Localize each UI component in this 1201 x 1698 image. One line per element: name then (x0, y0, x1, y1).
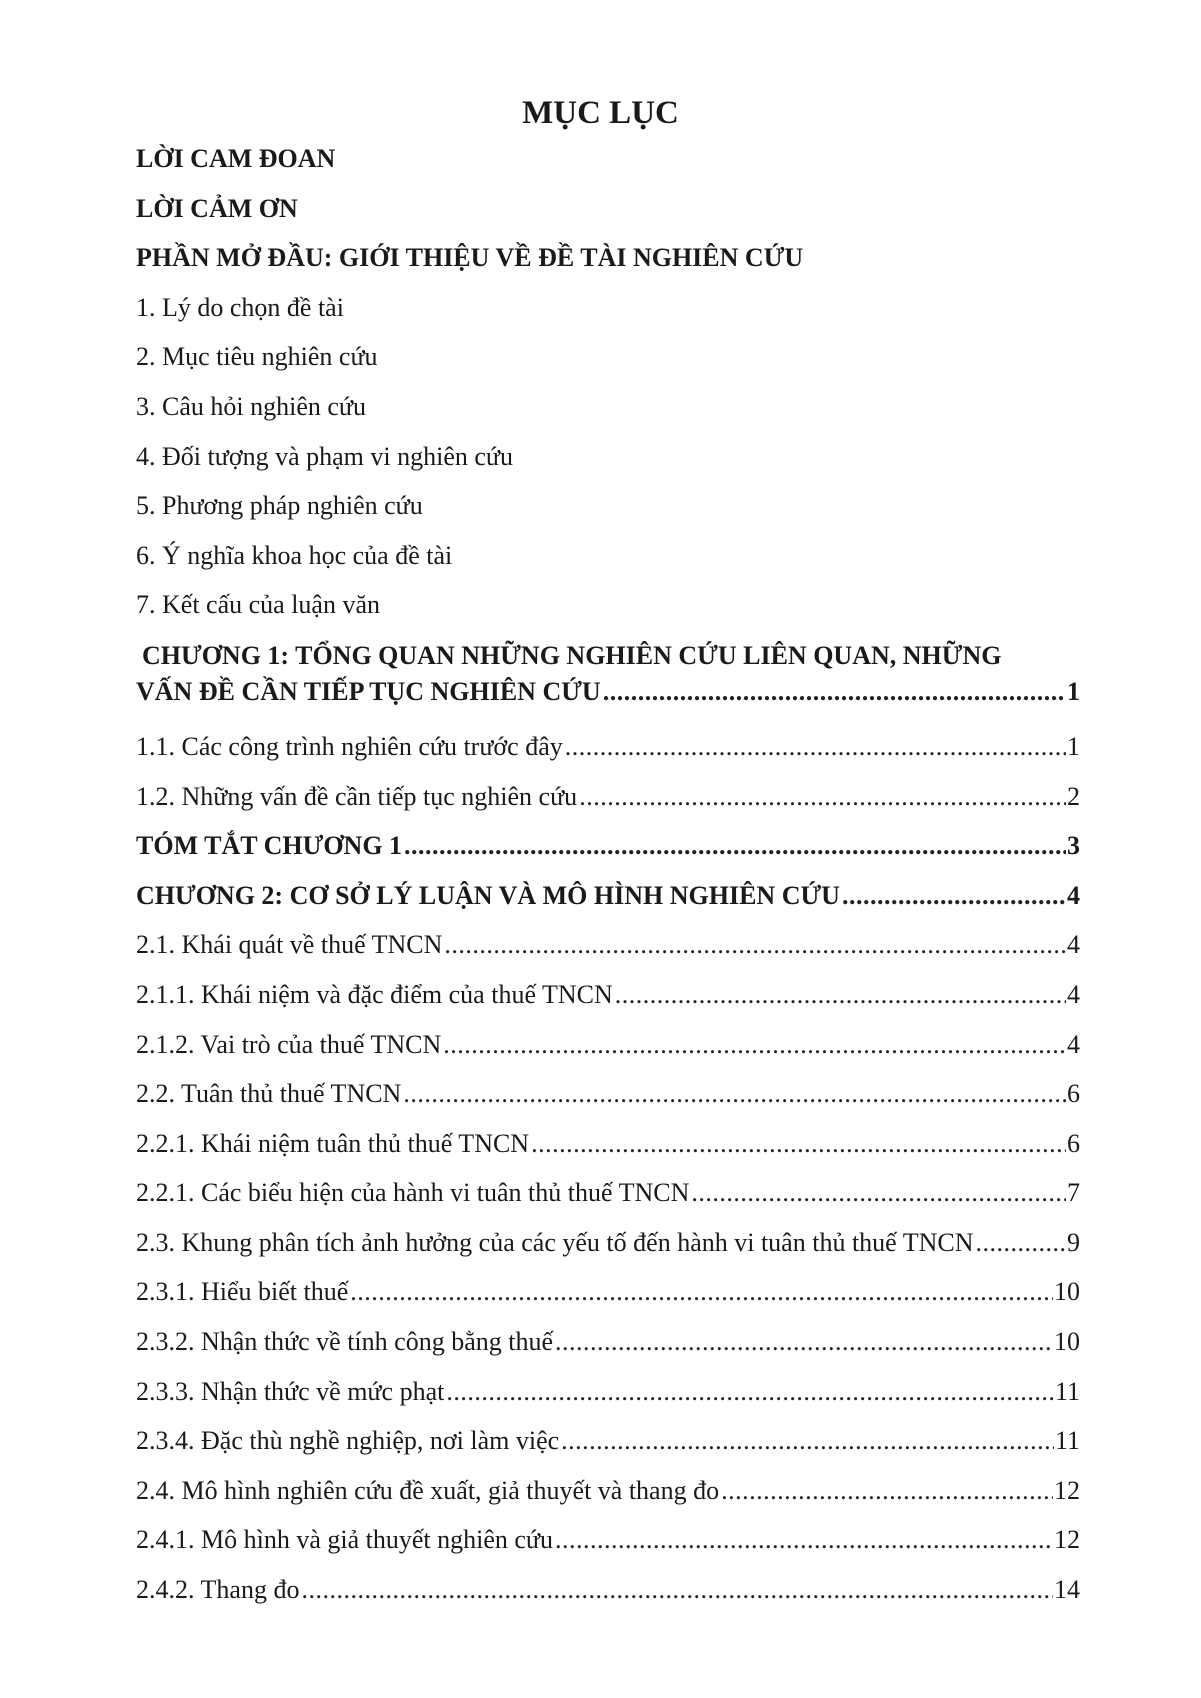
toc-entry-text: TÓM TẮT CHƯƠNG 1 (136, 831, 403, 861)
dot-leader (565, 722, 1066, 772)
toc-entry-text: 2.3.2. Nhận thức về tính công bằng thuế (136, 1327, 554, 1357)
dot-leader (721, 1466, 1053, 1516)
dot-leader (691, 1168, 1066, 1218)
toc-entry-text: 4. Đối tượng và phạm vi nghiên cứu (136, 441, 513, 471)
toc-entry-text: 2.4. Mô hình nghiên cứu đề xuất, giả thuyết và thang đo (136, 1475, 720, 1505)
dot-leader (446, 1367, 1054, 1417)
toc-entry-text: CHƯƠNG 1: TỔNG QUAN NHỮNG NGHIÊN CỨU LIÊN QUAN, NHỮNG (142, 640, 1002, 670)
toc-page-number: 9 (1067, 1227, 1080, 1257)
toc-entry (136, 332, 1080, 382)
toc-page-number: 3 (1067, 831, 1080, 861)
toc-entry (136, 920, 1080, 970)
toc-entry (136, 184, 1080, 234)
toc-entry (136, 1267, 1080, 1317)
toc-page-number: 4 (1067, 880, 1080, 910)
toc-page-number: 1 (1067, 731, 1080, 761)
toc-page-number: 12 (1054, 1475, 1080, 1505)
toc-page-number: 12 (1054, 1525, 1080, 1555)
dot-leader (404, 821, 1066, 871)
toc-page-number: 7 (1067, 1178, 1080, 1208)
dot-leader (579, 772, 1066, 822)
toc-page-number: 11 (1054, 1426, 1080, 1456)
toc-entry-text: 2.1.1. Khái niệm và đặc điểm của thuế TNCN (136, 979, 613, 1009)
toc-entry (136, 283, 1080, 333)
toc-page-number: 6 (1067, 1128, 1080, 1158)
toc-entry-text: 6. Ý nghĩa khoa học của đề tài (136, 540, 453, 570)
toc-entry (136, 1119, 1080, 1169)
toc-entry-text: 2.3.1. Hiểu biết thuế (136, 1277, 349, 1307)
dot-leader (403, 1069, 1066, 1119)
toc-entry-text: 2.3. Khung phân tích ảnh hưởng của các yếu tố đến hành vi tuân thủ thuế TNCN (136, 1227, 974, 1257)
toc-page-number: 10 (1054, 1327, 1080, 1357)
dot-leader (531, 1119, 1066, 1169)
dot-leader (555, 1317, 1053, 1367)
toc-entry-text: 2.1.2. Vai trò của thuế TNCN (136, 1029, 442, 1059)
toc-entry (136, 1020, 1080, 1070)
toc-entry-text: LỜI CẢM ƠN (136, 193, 298, 223)
toc-page-number: 4 (1067, 979, 1080, 1009)
toc-entry-text: 2.4.1. Mô hình và giả thuyết nghiên cứu (136, 1525, 554, 1555)
dot-leader (976, 1218, 1066, 1268)
toc-entry-text: 1. Lý do chọn đề tài (136, 292, 344, 322)
toc-entry (136, 970, 1080, 1020)
toc-entry (136, 871, 1080, 921)
toc-entry-text: 2.1. Khái quát về thuế TNCN (136, 930, 443, 960)
toc-page-number: 11 (1054, 1376, 1080, 1406)
toc-page-number: 1 (1067, 676, 1080, 706)
dot-leader (555, 1515, 1053, 1565)
toc-entry (136, 722, 1080, 772)
toc-entry (136, 134, 1080, 184)
toc-entry (136, 432, 1080, 482)
toc-entry-text: 2.2.1. Các biểu hiện của hành vi tuân thủ thuế TNCN (136, 1178, 690, 1208)
toc-page-number: 2 (1067, 781, 1080, 811)
dot-leader (443, 1020, 1066, 1070)
toc-entry-text: 2. Mục tiêu nghiên cứu (136, 342, 378, 372)
toc-page-number: 4 (1067, 1029, 1080, 1059)
toc-entry-text: 1.1. Các công trình nghiên cứu trước đây (136, 731, 563, 761)
toc-entry (136, 1317, 1080, 1367)
page-title: MỤC LỤC (522, 95, 679, 131)
dot-leader (615, 970, 1066, 1020)
toc-entry-text: 2.4.2. Thang đo (136, 1575, 300, 1605)
toc-page-number: 14 (1054, 1575, 1080, 1605)
toc-entry-text: VẤN ĐỀ CẦN TIẾP TỤC NGHIÊN CỨU (136, 676, 601, 706)
dot-leader (301, 1565, 1053, 1615)
toc-entry-text: 2.3.3. Nhận thức về mức phạt (136, 1376, 445, 1406)
toc-entry (136, 1367, 1080, 1417)
table-of-contents (136, 134, 1080, 1615)
dot-leader (603, 674, 1066, 710)
toc-entry (136, 531, 1080, 581)
toc-entry (136, 481, 1080, 531)
toc-entry (136, 1069, 1080, 1119)
toc-entry-text: 5. Phương pháp nghiên cứu (136, 491, 423, 521)
toc-entry (136, 382, 1080, 432)
toc-entry (136, 1466, 1080, 1516)
toc-entry (136, 1416, 1080, 1466)
toc-entry-text: 2.2.1. Khái niệm tuân thủ thuế TNCN (136, 1128, 530, 1158)
toc-entry (136, 1218, 1080, 1268)
toc-entry-text: 2.2. Tuân thủ thuế TNCN (136, 1079, 402, 1109)
dot-leader (350, 1267, 1053, 1317)
toc-entry-text: 1.2. Những vấn đề cần tiếp tục nghiên cứu (136, 781, 578, 811)
toc-entry (136, 630, 1080, 722)
toc-entry-text: CHƯƠNG 2: CƠ SỞ LÝ LUẬN VÀ MÔ HÌNH NGHIÊN CỨU (136, 880, 840, 910)
toc-entry-text: LỜI CAM ĐOAN (136, 144, 336, 173)
toc-entry (136, 1168, 1080, 1218)
toc-entry (136, 233, 1080, 283)
toc-page-number: 10 (1054, 1277, 1080, 1307)
toc-entry-text: 3. Câu hỏi nghiên cứu (136, 391, 367, 421)
dot-leader (842, 871, 1066, 921)
toc-entry-text: PHẦN MỞ ĐẦU: GIỚI THIỆU VỀ ĐỀ TÀI NGHIÊN CỨU (136, 243, 804, 273)
toc-entry (136, 1515, 1080, 1565)
toc-entry (136, 580, 1080, 630)
dot-leader (561, 1416, 1054, 1466)
toc-entry-text: 2.3.4. Đặc thù nghề nghiệp, nơi làm việc (136, 1426, 560, 1456)
toc-entry (136, 772, 1080, 822)
toc-page-number: 6 (1067, 1079, 1080, 1109)
toc-entry-text: 7. Kết cấu của luận văn (136, 590, 381, 620)
toc-page-number: 4 (1067, 930, 1080, 960)
toc-entry (136, 821, 1080, 871)
toc-entry (136, 1565, 1080, 1615)
dot-leader (444, 920, 1066, 970)
